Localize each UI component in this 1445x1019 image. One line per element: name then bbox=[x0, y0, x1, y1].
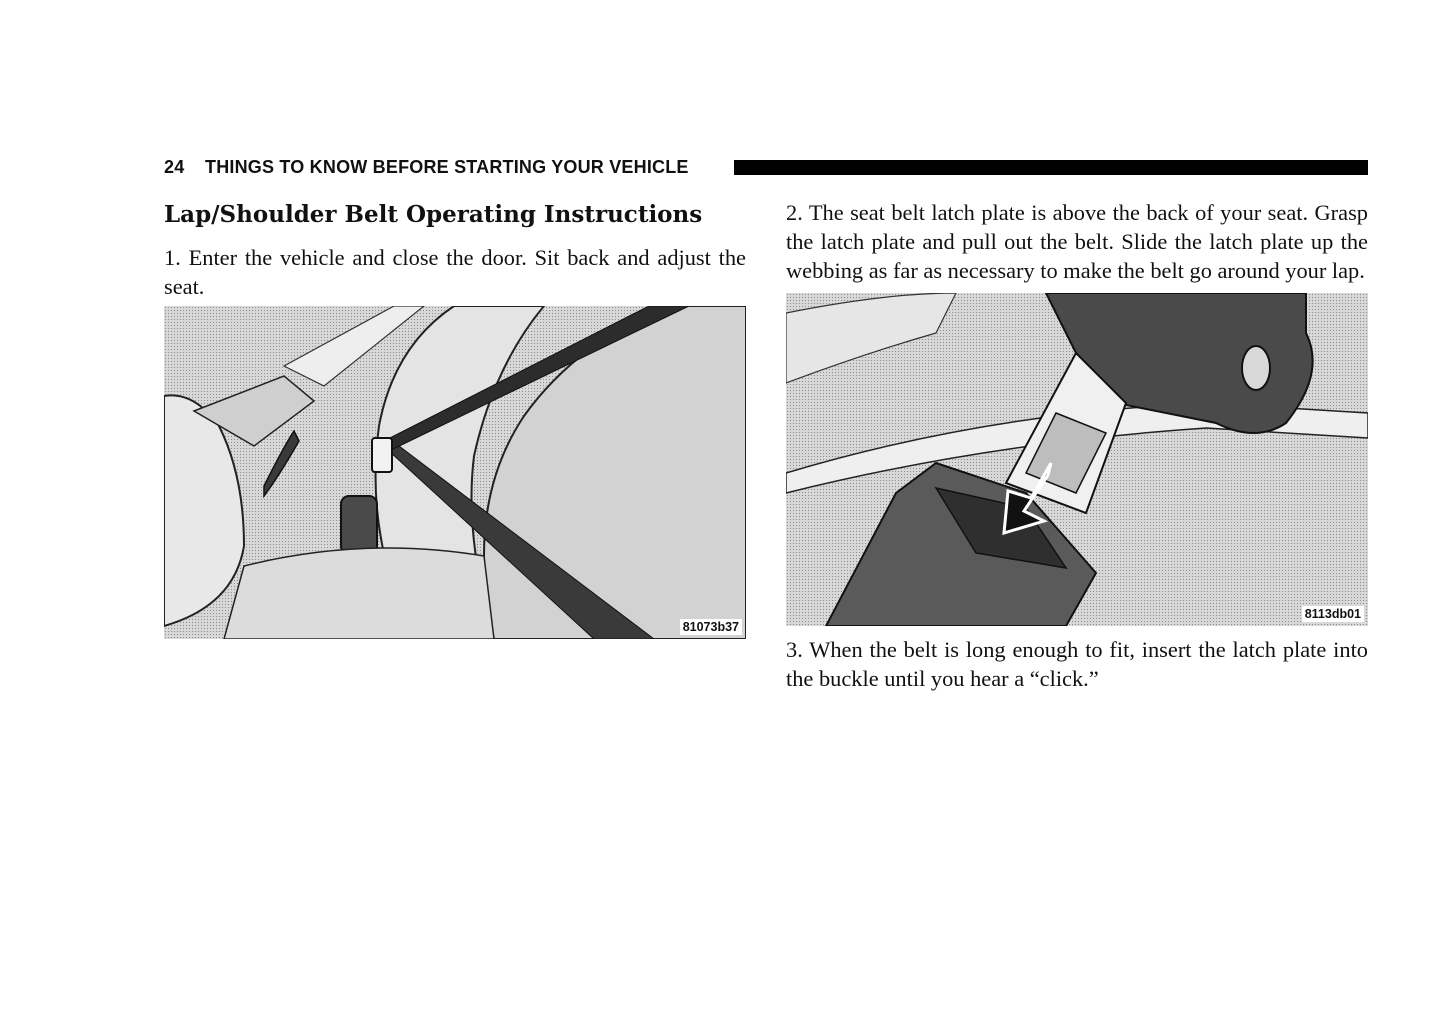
figure-code: 81073b37 bbox=[680, 619, 742, 635]
header-rule bbox=[734, 160, 1368, 175]
step-2-text: 2. The seat belt latch plate is above the back of your seat. Grasp the latch plate and pull out the belt. Slide the latch plate up the webbing as far as necessary to make the belt go around your lap. bbox=[786, 200, 1368, 284]
page-number: 24 bbox=[164, 157, 185, 177]
latch-plate-illustration bbox=[786, 293, 1368, 626]
chapter-title: THINGS TO KNOW BEFORE STARTING YOUR VEHICLE bbox=[205, 157, 689, 177]
step-1-text: 1. Enter the vehicle and close the door. Sit back and adjust the seat. bbox=[164, 245, 746, 300]
right-column bbox=[786, 198, 1368, 693]
figure-latch-plate bbox=[786, 293, 1368, 626]
left-column bbox=[164, 198, 746, 639]
figure-code: 8113db01 bbox=[1302, 606, 1364, 622]
page-header bbox=[164, 156, 1368, 180]
figure-seat-belt-shoulder bbox=[164, 306, 746, 639]
step-3-text: 3. When the belt is long enough to fit, insert the latch plate into the buckle until you hear a “click.” bbox=[786, 636, 1368, 691]
seat-belt-illustration bbox=[164, 306, 746, 639]
section-title: Lap/Shoulder Belt Operating Instructions bbox=[164, 201, 703, 228]
